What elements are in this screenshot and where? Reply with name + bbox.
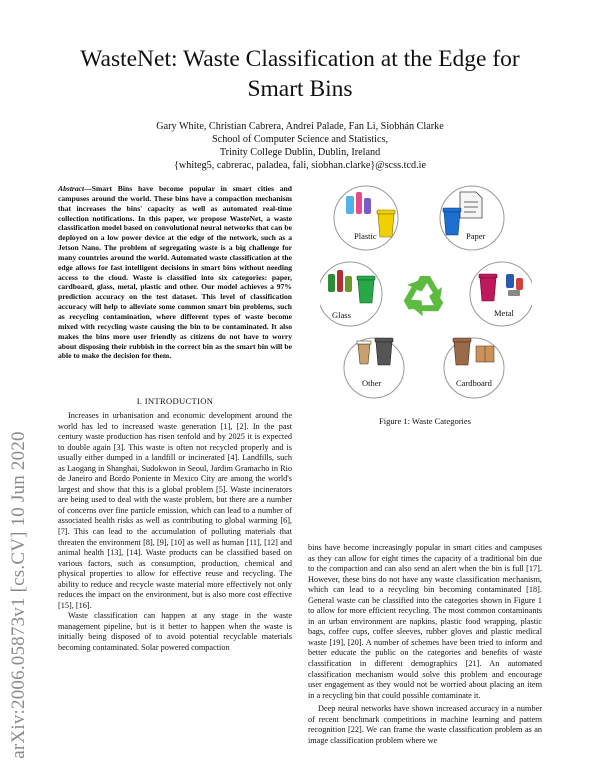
affiliation-line-1: School of Computer Science and Statistics, [212, 134, 388, 145]
category-plastic [334, 186, 398, 250]
waste-categories-diagram [320, 182, 532, 400]
label-glass: Glass [332, 310, 351, 320]
recycle-symbol-icon [398, 276, 446, 322]
right-column-text [308, 543, 542, 746]
intro-paragraph-2: Waste classification can happen at any stage in the waste management pipeline, but is it better to happen when the waste is initially being disposed of to avoid potential recyclable materials becoming contaminated. Solar powered compaction [58, 611, 292, 653]
intro-paragraph-1: Increases in urbanisation and economic development around the world has led to increased waste generation [1], [2]. In the past century waste production has risen tenfold and by 2025 it is expected to double again [3]. This waste is often not recycled properly and is usually either dumped in a landfill or incinerated [4]. Landfills, such as Laogang in Shanghai, Sudokwon in Seoul, Jardim Gramacho in Rio de Janeiro and Bordo Poniente in Mexico City are among the world's largest and show that this is a global problem [5]. Waste incinerators are being used to deal with the waste problem, but there are a number of concerns over fine particle emission, which can lead to a number of associated health risks as well as contributing to global warming [6], [7]. This can lead to the accumulation of polluting materials that threaten the environment [8], [9], [10] as well as human [11], [12] and animal health [13], [14]. Waste products can be classified based on various factors, such as consumption, production, chemical and physical properties to allow for effective reuse and recycling. The ability to reduce and recycle waste material more effectively not only reduces the impact on the environment, but is also more cost effective [15], [16]. [58, 411, 292, 610]
cardboard-box-icon [476, 346, 494, 362]
arxiv-stamp [6, 190, 32, 759]
label-other: Other [362, 378, 382, 388]
abstract [58, 184, 292, 361]
label-plastic: Plastic [354, 231, 377, 241]
waste-categories-figure [320, 182, 532, 400]
title-line-1: WasteNet: Waste Classification at the Edge for [80, 46, 520, 72]
arxiv-identifier: arXiv:2006.05873v1 [cs.CV] 10 Jun 2020 [8, 431, 29, 759]
intro-text [58, 411, 292, 654]
abstract-text: —Smart Bins have become popular in smart cities and campuses around the world. These bins have a compaction mechanism that increases the bins' capacity as well as automated real-time collection notifications. In this paper, we propose WasteNet, a waste classification model based on convolutional neural networks that can be deployed on a low power device at the edge of the network, such as a Jetson Nano. The problem of segregating waste is a big challenge for many countries around the world. Automated waste classification at the edge allows for fast intelligent decisions in smart bins without needing access to the cloud. Waste is classified into six categories: paper, cardboard, glass, metal, plastic and other. Our model achieves a 97% prediction accuracy on the test dataset. This level of classification accuracy will help to alleviate some common smart bin problems, such as recycling contamination, where different types of waste become mixed with recycling waste causing the bin to be contaminated. It also makes the bins more user friendly as citizens do not have to worry about disposing their rubbish in the correct bin as the smart bin will be able to make the decision for them. [58, 184, 292, 361]
category-paper [440, 186, 504, 250]
paper-bin-icon [443, 208, 461, 235]
author-block [60, 120, 540, 172]
plastic-bin-icon [377, 210, 395, 237]
category-cardboard [444, 338, 504, 398]
author-emails: {whiteg5, cabrerac, paladea, fali, siobhan.clarke}@scss.tcd.ie [174, 160, 426, 171]
paper-document-icon [460, 192, 482, 218]
cardboard-bin-icon [453, 338, 471, 365]
label-metal: Metal [494, 308, 514, 318]
metal-bin-icon [479, 274, 497, 301]
paper-title [60, 44, 540, 104]
category-other [344, 338, 404, 398]
title-line-2: Smart Bins [247, 76, 353, 102]
author-names: Gary White, Christian Cabrera, Andrei Palade, Fan Li, Siobhán Clarke [156, 121, 444, 132]
other-bin-icon [375, 338, 393, 365]
affiliation-line-2: Trinity College Dublin, Dublin, Ireland [219, 147, 381, 158]
right-paragraph-1: bins have become increasingly popular in smart cities and campuses as they can allow for eight times the capacity of a traditional bin due to the compaction and can also send an alert when the bin is full [17]. However, these bins do not have any waste classification mechanism, which can lead to a recycling bin becoming contaminated [18]. General waste can be classified into the categories shown in Figure 1 to allow for more efficient recycling. The most common contaminants in an urban environment are napkins, plastic food wrapping, plastic bags, coffee cups, coffee sleeves, rubber gloves and plastic medical waste [19], [20]. A number of schemes have been tried to inform and better educate the public on the categories and benefits of waste classification in different demographics [21]. An automated classification mechanism would solve this problem and encourage user engagement as they would not be worried about placing an item in a recycling bin that could possible contaminate it. [308, 543, 542, 700]
category-glass [320, 262, 382, 326]
label-cardboard: Cardboard [456, 378, 492, 388]
right-paragraph-2: Deep neural networks have shown increased accuracy in a number of recent benchmark competitions in machine learning and pattern recognition [22]. We can frame the waste classification problem as an image classification problem where we [308, 704, 542, 745]
glass-bin-icon [357, 276, 375, 303]
abstract-label: Abstract [58, 184, 85, 193]
section-heading-introduction: I. INTRODUCTION [136, 396, 214, 406]
figure-caption: Figure 1: Waste Categories [379, 416, 471, 426]
label-paper: Paper [466, 231, 486, 241]
category-metal [470, 262, 532, 326]
